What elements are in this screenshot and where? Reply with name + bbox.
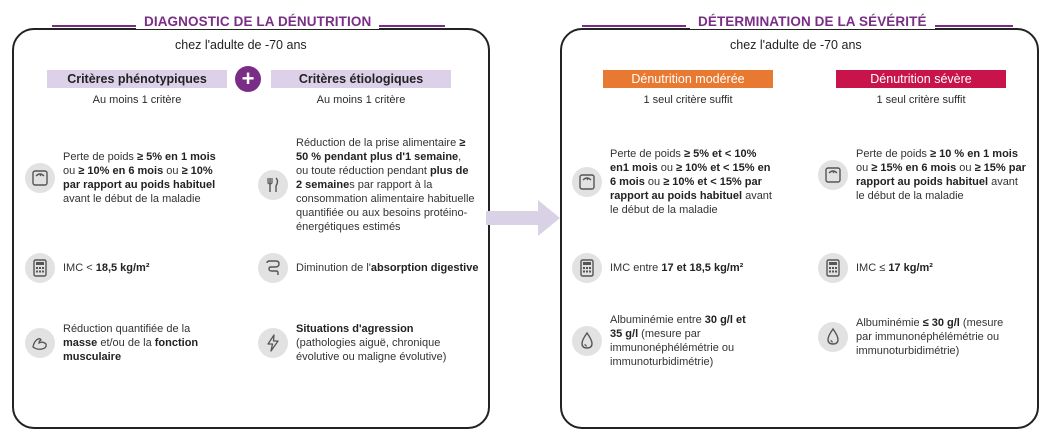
moderate-albumin-text: Albuminémie entre 30 g/l et 35 g/l (mesure par immunonéphélémétrie ou immunoturbidimétrie): [610, 314, 746, 368]
moderate-weight-text: Perte de poids ≥ 5% et < 10% en1 mois ou ≥ 10% et < 15% en 6 mois ou ≥ 10% et < 15% par rapport au poids habituel avant le début de la maladie: [610, 148, 772, 216]
diagnostic-subtitle: chez l'adulte de -70 ans: [175, 38, 307, 52]
pheno-item-imc: [25, 253, 230, 283]
etio-absorption-text: Diminution de l'absorption digestive: [296, 262, 479, 274]
moderate-item-weight: [572, 147, 782, 217]
pheno-muscle-text: Réduction quantifiée de la masse et/ou de la fonction musculaire: [63, 323, 199, 363]
utensils-icon: [258, 170, 288, 200]
calculator-icon: [818, 253, 848, 283]
pheno-item-weight: [25, 150, 230, 206]
severe-weight-text: Perte de poids ≥ 10 % en 1 mois ou ≥ 15% en 6 mois ou ≥ 15% par rapport au poids habituel avant le début de la maladie: [856, 148, 1026, 202]
scale-icon: [572, 167, 602, 197]
pheno-header: Critères phénotypiques: [47, 70, 227, 88]
severe-sub: 1 seul critère suffit: [876, 94, 966, 106]
calculator-icon: [25, 253, 55, 283]
etio-item-aggression: [258, 322, 488, 364]
etio-header: Critères étiologiques: [271, 70, 451, 88]
severity-subtitle: chez l'adulte de -70 ans: [730, 38, 862, 52]
diagnostic-title: DIAGNOSTIC DE LA DÉNUTRITION: [136, 14, 379, 29]
moderate-item-albumin: [572, 313, 782, 369]
etio-intake-text: Réduction de la prise alimentaire ≥ 50 % pendant plus d'1 semaine, ou toute réduction pendant plus de 2 semaines par rapport à la consommation alimentaire habituelle quantifiée ou aux besoins protéino-énergétiques estimés: [296, 137, 475, 233]
scale-icon: [25, 163, 55, 193]
severe-item-weight: [818, 147, 1033, 203]
pheno-weight-text: Perte de poids ≥ 5% en 1 mois ou ≥ 10% en 6 mois ou ≥ 10% par rapport au poids habituel avant le début de la maladie: [63, 151, 216, 205]
calculator-icon: [572, 253, 602, 283]
pheno-sub: Au moins 1 critère: [92, 94, 182, 106]
moderate-imc-text: IMC entre 17 et 18,5 kg/m²: [610, 262, 744, 274]
moderate-sub: 1 seul critère suffit: [643, 94, 733, 106]
etio-aggression-text: Situations d'agression (pathologies aiguë, chronique évolutive ou maligne évolutive): [296, 323, 447, 363]
severe-item-imc: [818, 253, 1033, 283]
severe-albumin-text: Albuminémie ≤ 30 g/l (mesure par immunonéphélémétrie ou immunoturbidimétrie): [856, 317, 1004, 357]
flow-arrow: [486, 198, 562, 238]
moderate-header: Dénutrition modérée: [603, 70, 773, 88]
pheno-item-muscle: [25, 322, 230, 364]
etio-item-intake: [258, 136, 488, 234]
etio-item-absorption: [258, 253, 488, 283]
drop-icon: [818, 322, 848, 352]
title-rule-left-2: [582, 25, 686, 27]
severe-item-albumin: [818, 316, 1033, 358]
severe-header: Dénutrition sévère: [836, 70, 1006, 88]
lightning-icon: [258, 328, 288, 358]
scale-icon: [818, 160, 848, 190]
pheno-imc-text: IMC < 18,5 kg/m²: [63, 262, 150, 274]
moderate-item-imc: [572, 253, 782, 283]
severe-imc-text: IMC ≤ 17 kg/m²: [856, 262, 933, 274]
plus-icon: +: [235, 66, 261, 92]
muscle-icon: [25, 328, 55, 358]
intestine-icon: [258, 253, 288, 283]
title-rule-left: [52, 25, 136, 27]
etio-sub: Au moins 1 critère: [316, 94, 406, 106]
severity-title: DÉTERMINATION DE LA SÉVÉRITÉ: [690, 14, 935, 29]
drop-icon: [572, 326, 602, 356]
